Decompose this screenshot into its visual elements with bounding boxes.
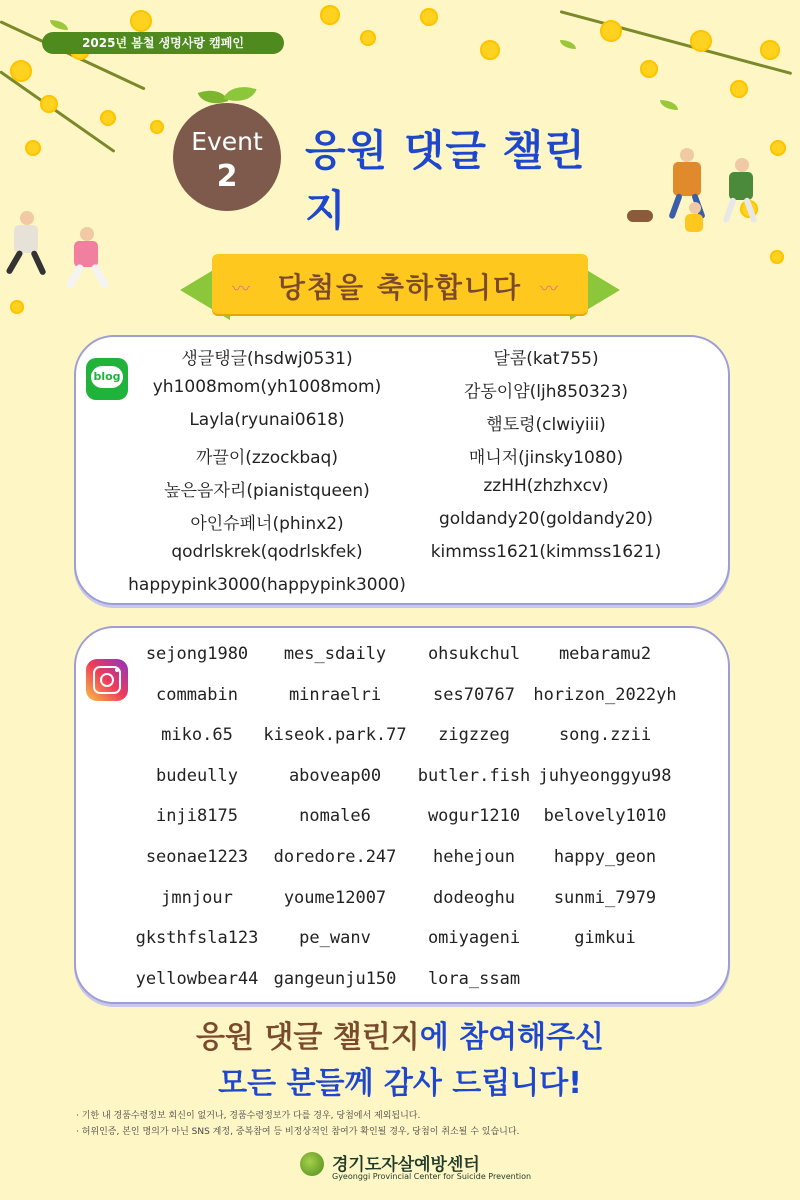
swirl-icon: 〰 [540,279,558,300]
blog-winner-name: Layla(ryunai0618) [189,410,345,430]
instagram-winner-name: happy_geon [553,847,657,867]
congrats-banner-text: 당첨을 축하합니다 [277,271,523,304]
blog-winner-name: 까끌이(zzockbaq) [196,448,338,468]
blog-winner-name: 아인슈페너(phinx2) [190,514,344,534]
instagram-winner-name: aboveap00 [288,766,382,786]
swirl-icon: 〰 [232,279,250,300]
thanks-line-2: 모든 분들께 감사 드립니다! [218,1066,582,1101]
instagram-winner-name: sunmi_7979 [553,888,657,908]
instagram-winner-name: kiseok.park.77 [263,725,407,745]
running-people-illustration [0,205,130,300]
blog-winner-name: 생글탱글(hsdwj0531) [181,349,353,369]
blog-winner-name: 감동이얌(ljh850323) [463,382,629,402]
event-badge [173,103,281,211]
instagram-winner-name: jmnjour [161,888,233,908]
instagram-winner-name: lora_ssam [427,969,521,989]
instagram-winner-name: mebaramu2 [558,644,652,664]
blog-winner-name: 높은음자리(pianistqueen) [164,481,370,501]
blog-winner-name: yh1008mom(yh1008mom) [152,377,382,397]
instagram-winner-name: gimkui [574,928,636,948]
instagram-winner-name: song.zzii [558,725,652,745]
instagram-winner-name: horizon_2022yh [533,685,677,705]
instagram-winner-name: ohsukchul [427,644,521,664]
center-logo-icon [300,1152,324,1176]
instagram-winner-name: omiyageni [427,928,521,948]
instagram-winner-name: pe_wanv [299,928,371,948]
instagram-winner-name: wogur1210 [427,806,521,826]
blog-winner-name: happypink3000(happypink3000) [128,575,406,595]
blog-winner-name: kimmss1621(kimmss1621) [430,542,662,562]
thanks-line-1 [0,1012,800,1056]
instagram-winner-name: minraelri [288,685,382,705]
blog-winner-name: 달콤(kat755) [493,349,599,369]
blog-winner-name: zzHH(zhzhxcv) [483,476,609,496]
instagram-winner-name: miko.65 [161,725,233,745]
instagram-winner-name: seonae1223 [145,847,249,867]
blog-icon-label: blog [91,366,123,388]
instagram-winner-name: juhyeonggyu98 [538,766,672,786]
instagram-winner-name: butler.fish [417,766,531,786]
thanks-participation: 에 참여해주신 [419,1020,605,1055]
page-title: 응원 댓글 챌린지 [305,126,586,235]
notice-1: · 기한 내 경품수령정보 회신이 없거나, 경품수령정보가 다를 경우, 당첨에서 제외됩니다. [76,1111,421,1121]
notice-2: · 허위인증, 본인 명의가 아닌 SNS 계정, 중복참여 등 비정상적인 참여가 확인될 경우, 당첨이 취소될 수 있습니다. [76,1127,520,1137]
instagram-winner-name: budeully [156,766,238,786]
instagram-winner-name: ses70767 [433,685,515,705]
instagram-winner-name: zigzzeg [438,725,510,745]
instagram-winner-name: mes_sdaily [283,644,387,664]
blog-winner-name: goldandy20(goldandy20) [438,509,654,529]
event-label: Event [191,127,263,156]
instagram-winner-name: gksthfsla123 [135,928,259,948]
blog-winner-name: 매니저(jinsky1080) [468,448,624,468]
instagram-winner-name: yellowbear44 [135,969,259,989]
instagram-winner-name: dodeoghu [433,888,515,908]
instagram-winner-name: belovely1010 [543,806,667,826]
instagram-winner-name: sejong1980 [145,644,249,664]
instagram-winner-name: nomale6 [299,806,371,826]
blog-winners-panel [74,335,730,605]
thanks-challenge-name: 응원 댓글 챌린지 [195,1020,420,1055]
instagram-winner-name: youme12007 [283,888,387,908]
center-name-english: Gyeonggi Provincial Center for Suicide Prevention [332,1172,532,1181]
instagram-winner-name: gangeunju150 [273,969,397,989]
blog-winner-name: qodrlskrek(qodrlskfek) [171,542,363,562]
family-walking-illustration [625,140,775,250]
instagram-winner-name: commabin [156,685,238,705]
campaign-badge: 2025년 봄철 생명사랑 캠페인 [42,32,284,54]
blog-winner-name: 햄토령(clwiyiii) [486,415,606,435]
instagram-winner-name: doredore.247 [273,847,397,867]
instagram-winner-name: hehejoun [433,847,515,867]
center-name-korean: 경기도자살예방센터 [332,1155,480,1175]
instagram-winner-name: inji8175 [156,806,238,826]
event-number: 2 [216,159,238,194]
